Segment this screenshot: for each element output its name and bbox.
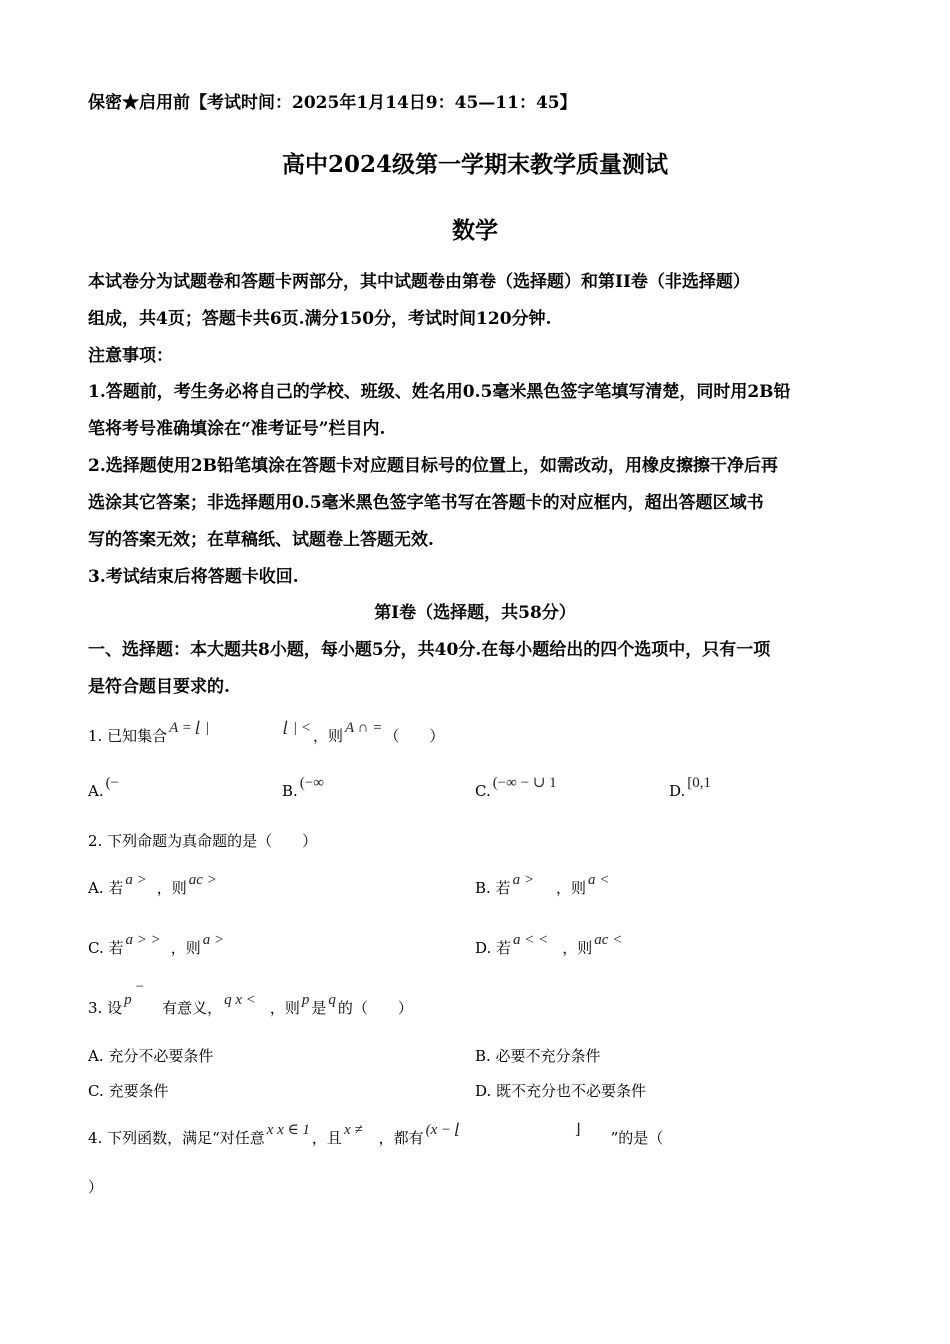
q1-option-c[interactable]: C. (−∞ − ∪ 1 xyxy=(475,775,557,800)
q2-option-b[interactable]: B. 若 a > ，则 a < xyxy=(475,872,610,897)
q1-option-a[interactable]: A. (− xyxy=(88,775,120,800)
q1-option-b[interactable]: B. (−∞ xyxy=(282,775,324,800)
notice-2b: 选涂其它答案；非选择题用0.5毫米黑色签字笔书写在答题卡的对应框内，超出答题区域书 xyxy=(88,493,764,513)
notice-1b: 笔将考号准确填涂在“准考证号”栏目内. xyxy=(88,419,386,439)
question-2-stem: 2. 下列命题为真命题的是（ ） xyxy=(88,832,318,850)
q1-math-c: A ∩ = xyxy=(344,720,383,736)
q3-option-c[interactable]: C. 充要条件 xyxy=(88,1082,169,1100)
notice-1a: 1.答题前，考生务必将自己的学校、班级、姓名用0.5毫米黑色签字笔填写清楚，同时用2B铅 xyxy=(88,382,791,402)
q1-math-b: ⌊ | < xyxy=(283,720,311,736)
q1-option-d-math: [0,1 xyxy=(687,775,712,791)
q3-option-b[interactable]: B. 必要不充分条件 xyxy=(475,1047,601,1065)
q3-option-a[interactable]: A. 充分不必要条件 xyxy=(88,1047,214,1065)
q1-stem-b: ，则 xyxy=(312,727,343,745)
question-3-stem: 3. 设 p−有意义， q x < ，则 p 是 q 的（ ） xyxy=(88,979,413,1017)
q1-option-d[interactable]: D. [0,1 xyxy=(669,775,712,800)
question-1-stem xyxy=(88,720,445,746)
question-4-stem: 4. 下列函数，满足“对任意 x x ∈ 1 ，且 x ≠ ，都有 (x − ⌊ ⌋ ”的是（ xyxy=(88,1122,664,1147)
q1-option-a-math: (− xyxy=(105,775,120,791)
q3-option-d[interactable]: D. 既不充分也不必要条件 xyxy=(475,1082,647,1100)
notice-title: 注意事项： xyxy=(88,346,173,366)
subject-title: 数学 xyxy=(452,217,498,244)
q1-stem-a: 1. 已知集合 xyxy=(88,727,168,745)
notice-3: 3.考试结束后将答题卡收回. xyxy=(88,567,299,587)
exam-title: 高中2024级第一学期末教学质量测试 xyxy=(281,151,668,178)
intro-line-2: 组成，共4页；答题卡共6页.满分150分，考试时间120分钟. xyxy=(88,309,552,329)
q1-stem-c: （ ） xyxy=(384,727,445,745)
notice-2a: 2.选择题使用2B铅笔填涂在答题卡对应题目标号的位置上，如需改动，用橡皮擦擦干净后再 xyxy=(88,456,778,476)
q1-option-b-math: (−∞ xyxy=(299,775,324,791)
notice-2c: 写的答案无效；在草稿纸、试题卷上答题无效. xyxy=(88,530,434,550)
intro-line-1: 本试卷分为试题卷和答题卡两部分，其中试题卷由第卷（选择题）和第II卷（非选择题） xyxy=(88,272,750,292)
q2-option-c[interactable]: C. 若 a > > ，则 a > xyxy=(88,932,225,957)
q2-option-d[interactable]: D. 若 a < < ，则 ac < xyxy=(475,932,623,957)
section-instructions-b: 是符合题目要求的. xyxy=(88,677,230,697)
section-instructions-a: 一、选择题：本大题共8小题，每小题5分，共40分.在每小题给出的四个选项中，只有一项 xyxy=(88,640,771,660)
confidential-line: 保密★启用前【考试时间：2025年1月14日9：45—11：45】 xyxy=(88,93,577,113)
q1-option-c-math: (−∞ − ∪ 1 xyxy=(492,775,557,791)
section-title: 第I卷（选择题，共58分） xyxy=(374,603,576,623)
question-4-stem-end: ） xyxy=(88,1178,104,1196)
q2-option-a[interactable]: A. 若 a > ，则 ac > xyxy=(88,872,217,897)
q1-math-a: A = ⌊ | xyxy=(169,720,210,736)
